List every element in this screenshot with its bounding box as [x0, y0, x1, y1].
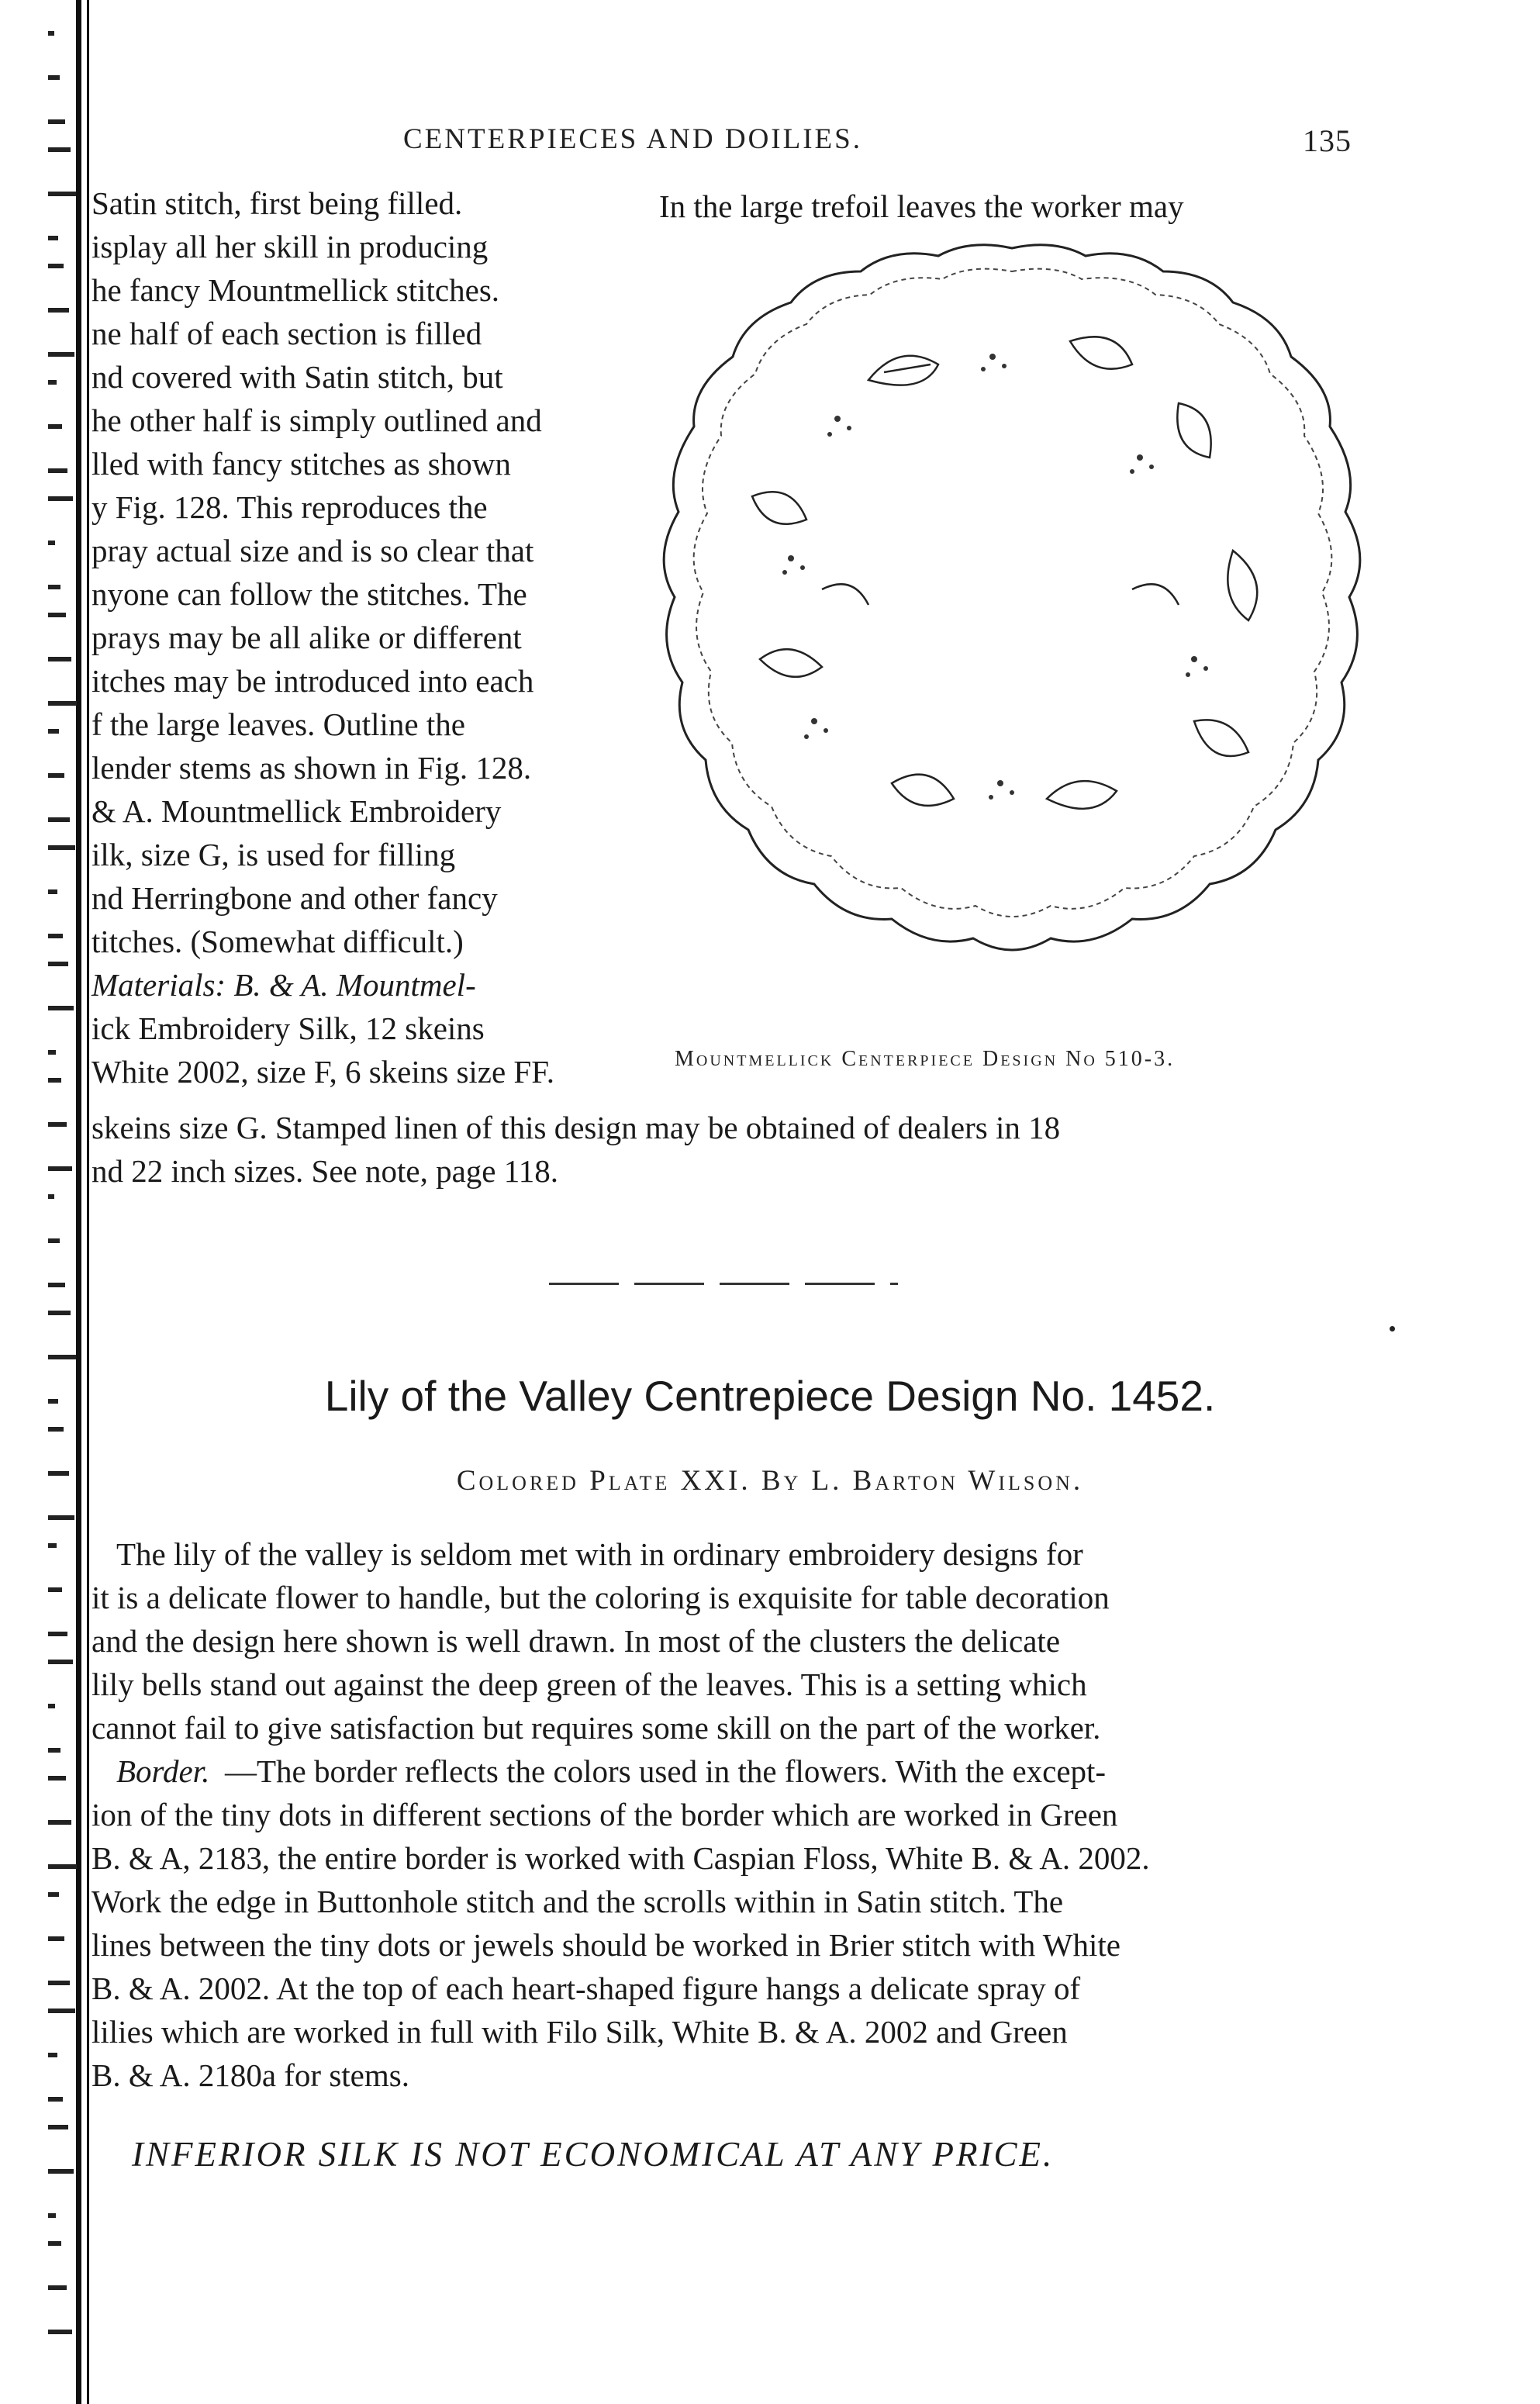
text-line: y Fig. 128. This reproduces the [92, 489, 488, 525]
binding-fragment [48, 31, 54, 36]
text-line: isplay all her skill in producing [92, 229, 489, 264]
text-line: f the large leaves. Outline the [92, 706, 465, 742]
binding-fragment [48, 1515, 74, 1520]
binding-fragment [48, 1892, 59, 1897]
binding-rule [87, 0, 89, 2404]
text-line: ion of the tiny dots in different sections of the border which are worked in Green [92, 1797, 1118, 1832]
binding-fragment [48, 541, 55, 545]
binding-fragment [48, 773, 64, 778]
text-line: White 2002, size F, 6 skeins size FF. [92, 1054, 555, 1090]
text-line: lled with fancy stitches as shown [92, 446, 511, 482]
binding-fragment [48, 1704, 55, 1708]
text-line: cannot fail to give satisfaction but requires some skill on the part of the worker. [92, 1710, 1101, 1746]
binding-fragment [48, 1078, 61, 1083]
text-line: he other half is simply outlined and [92, 402, 542, 438]
plate-byline: Colored Plate XXI. By L. Barton Wilson. [456, 1465, 1084, 1497]
binding-fragment [48, 308, 69, 313]
text-line: lily bells stand out against the deep green of the leaves. This is a setting which [92, 1667, 1087, 1702]
binding-fragment [48, 468, 67, 473]
binding-fragment [48, 264, 64, 268]
page-number: 135 [1303, 123, 1352, 158]
binding-fragment [48, 701, 77, 706]
binding-fragment [48, 2125, 68, 2129]
binding-fragment [48, 613, 66, 617]
binding-fragment [48, 1427, 64, 1432]
binding-fragment [48, 657, 71, 661]
text-line: titches. (Somewhat difficult.) [92, 924, 464, 959]
binding-fragment [48, 119, 65, 124]
section-divider [549, 1283, 898, 1285]
binding-fragment [48, 2053, 57, 2057]
binding-fragment [48, 2241, 61, 2246]
text-line: nyone can follow the stitches. The [92, 576, 527, 612]
binding-edge [40, 0, 95, 2404]
binding-fragment [48, 1122, 67, 1127]
binding-fragment [48, 729, 59, 734]
binding-fragment [48, 1166, 72, 1171]
binding-fragment [48, 962, 68, 966]
binding-fragment [48, 2169, 74, 2174]
binding-fragment [48, 2009, 75, 2013]
binding-fragment [48, 1283, 65, 1287]
figure-caption: Mountmellick Centerpiece Design No 510-3. [675, 1047, 1176, 1071]
border-label: Border. [116, 1753, 210, 1789]
binding-fragment [48, 1748, 60, 1753]
binding-fragment [48, 147, 71, 152]
centerpiece-illustration [636, 225, 1388, 1039]
footer-slogan: INFERIOR SILK IS NOT ECONOMICAL AT ANY PRICE. [132, 2135, 1055, 2174]
text-line: nd Herringbone and other fancy [92, 880, 498, 916]
text-line: nd covered with Satin stitch, but [92, 359, 503, 395]
text-line: lines between the tiny dots or jewels should be worked in Brier stitch with White [92, 1927, 1120, 1963]
text-line: & A. Mountmellick Embroidery [92, 793, 502, 829]
binding-fragment [48, 192, 76, 196]
centerpiece-figure [636, 225, 1388, 1039]
text-line: prays may be all alike or different [92, 620, 522, 655]
text-line: it is a delicate flower to handle, but the coloring is exquisite for table decoration [92, 1580, 1110, 1615]
header-title: CENTERPIECES AND DOILIES. [403, 123, 862, 155]
text-line: nd 22 inch sizes. See note, page 118. [92, 1153, 558, 1189]
text-line: Work the edge in Buttonhole stitch and the scrolls within in Satin stitch. The [92, 1884, 1064, 1919]
binding-fragment [48, 2213, 56, 2218]
binding-fragment [48, 934, 63, 938]
binding-fragment [48, 352, 74, 357]
binding-fragment [48, 1355, 76, 1359]
text-line: and the design here shown is well drawn. In most of the clusters the delicate [92, 1623, 1061, 1659]
binding-fragment [48, 380, 57, 385]
binding-fragment [48, 496, 73, 501]
binding-fragment [48, 1238, 60, 1243]
binding-fragment [48, 2097, 63, 2102]
binding-fragment [48, 585, 60, 589]
text-line: skeins size G. Stamped linen of this design may be obtained of dealers in 18 [92, 1110, 1061, 1145]
binding-fragment [48, 1311, 71, 1315]
binding-fragment [48, 845, 75, 850]
text-line: ne half of each section is filled [92, 316, 482, 351]
binding-fragment [48, 1864, 77, 1869]
text-line: —The border reflects the colors used in the flowers. With the except- [225, 1753, 1107, 1789]
binding-fragment [48, 1936, 64, 1941]
binding-fragment [48, 2330, 72, 2334]
binding-fragment [48, 1776, 66, 1781]
text-line: B. & A. 2180a for stems. [92, 2057, 409, 2093]
binding-fragment [48, 1543, 57, 1548]
print-speck [1390, 1326, 1395, 1332]
text-line: B. & A, 2183, the entire border is worked with Caspian Floss, White B. & A. 2002. [92, 1840, 1150, 1876]
binding-fragment [48, 1587, 62, 1592]
binding-rule [76, 0, 81, 2404]
binding-fragment [48, 1660, 73, 1664]
binding-fragment [48, 1006, 74, 1010]
text-line-right: In the large trefoil leaves the worker may [659, 188, 1184, 224]
text-line: lilies which are worked in full with Filo Silk, White B. & A. 2002 and Green [92, 2014, 1068, 2050]
binding-fragment [48, 889, 57, 894]
text-line: ick Embroidery Silk, 12 skeins [92, 1010, 485, 1046]
binding-fragment [48, 1981, 70, 1985]
text-line: B. & A. 2002. At the top of each heart-shaped figure hangs a delicate spray of [92, 1971, 1081, 2006]
binding-fragment [48, 1194, 54, 1199]
text-line: itches may be introduced into each [92, 663, 534, 699]
section-title: Lily of the Valley Centrepiece Design No. 1452. [324, 1372, 1216, 1420]
binding-fragment [48, 1820, 71, 1825]
binding-fragment [48, 817, 70, 822]
text-line: pray actual size and is so clear that [92, 533, 534, 568]
text-line: ilk, size G, is used for filling [92, 837, 456, 872]
text-line: Satin stitch, first being filled. [92, 185, 463, 221]
binding-fragment [48, 424, 62, 429]
binding-fragment [48, 2285, 67, 2290]
text-line: The lily of the valley is seldom met with in ordinary embroidery designs for [116, 1536, 1083, 1572]
text-line: he fancy Mountmellick stitches. [92, 272, 500, 308]
binding-fragment [48, 1632, 67, 1636]
binding-fragment [48, 236, 58, 240]
binding-fragment [48, 1050, 56, 1055]
materials-line: Materials: B. & A. Mountmel- [92, 967, 476, 1003]
binding-fragment [48, 75, 60, 80]
running-header [388, 123, 1396, 169]
text-line: lender stems as shown in Fig. 128. [92, 750, 532, 786]
